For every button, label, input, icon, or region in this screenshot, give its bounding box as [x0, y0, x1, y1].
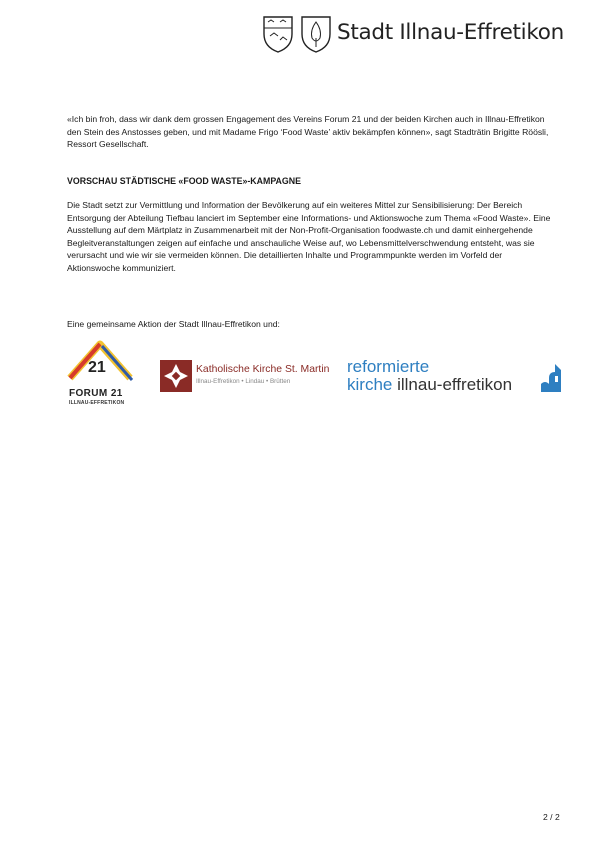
forum21-name: FORUM 21: [69, 388, 123, 399]
forum21-number: 21: [88, 359, 106, 376]
page-number: 2 / 2: [543, 812, 560, 822]
partners-intro: Eine gemeinsame Aktion der Stadt Illnau-Effretikon und:: [67, 319, 280, 329]
cross-icon: [160, 360, 192, 392]
katholische-kirche-name: Katholische Kirche St. Martin: [196, 364, 330, 375]
reformierte-line2-place: illnau-effretikon: [392, 375, 513, 394]
reformierte-kirche-logo: [347, 358, 571, 398]
reformierte-line1: reformierte: [347, 357, 430, 376]
reformierte-line2-kirche: kirche: [347, 375, 393, 394]
page-header: [262, 14, 582, 58]
forum21-logo: [66, 338, 134, 408]
reformierte-line2: [347, 376, 512, 394]
section-heading: VORSCHAU STÄDTISCHE «FOOD WASTE»-KAMPAGNE: [67, 176, 301, 186]
forum21-sub: ILLNAU-EFFRETIKON: [69, 400, 125, 406]
quote-paragraph: «Ich bin froh, dass wir dank dem grossen Engagement des Vereins Forum 21 und der beiden Kirchen auch in Illnau-Effretikon den Stein des Anstosses geben, und mit Madame Frigo ‘Food Waste’ aktiv bekämpfen können», sagt Stadträtin Brigitte Röösli, Ressort Gesellschaft.: [67, 114, 549, 150]
coat-of-arms-icon: [300, 14, 332, 54]
campaign-paragraph: Die Stadt setzt zur Vermittlung und Information der Bevölkerung auf ein weiteres Mittel zur Sensibilisierung: Der Bereich Entsorgung der Abteilung Tiefbau lanciert im September eine Informations- und Aktionswoche zum Thema «Food Waste». Eine Ausstellung auf dem Märtplatz in Zusammenarbeit mit der Non-Profit-Organisation foodwaste.ch und damit einhergehende Begleitveranstaltungen zeigen auf einfache und anschauliche Weise auf, wo Lebensmittelverschwendung entsteht, was sie verursacht und wie wir sie vermeiden können. Die detaillierten Inhalte und Programmpunkte werden im Vorfeld der Aktionswoche kommuniziert.: [67, 200, 551, 273]
coat-of-arms-icon: [262, 14, 294, 54]
katholische-kirche-sub: Illnau-Effretikon • Lindau • Brütten: [196, 378, 291, 385]
katholische-kirche-logo: [160, 360, 330, 392]
church-icon: [541, 362, 567, 394]
brand-name: Stadt Illnau-Effretikon: [337, 20, 564, 45]
forum21-roof-icon: [66, 338, 134, 388]
